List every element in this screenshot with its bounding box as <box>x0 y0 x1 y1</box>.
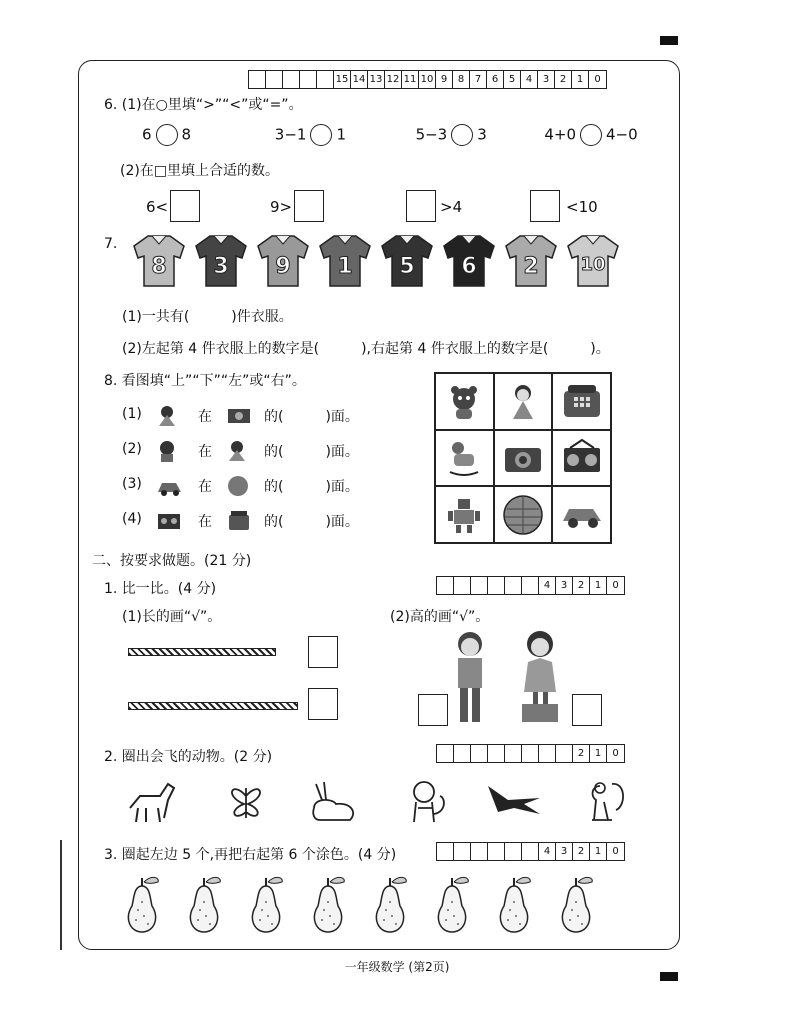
shirt-number: 6 <box>461 254 477 279</box>
score-cell: 4 <box>539 843 556 860</box>
shirt-number: 10 <box>580 254 606 275</box>
answer-box[interactable] <box>294 190 324 222</box>
score-cell-blank <box>539 745 556 762</box>
swallow-icon <box>484 778 544 822</box>
s2-q1b: (2)高的画“√”。 <box>390 609 490 625</box>
position-grid <box>434 372 612 544</box>
score-cell-blank <box>522 745 539 762</box>
q6-title: 6. (1)在○里填“>”“<”或“=”。 <box>104 97 303 113</box>
score-bar-top <box>248 70 607 89</box>
radio-icon <box>560 438 604 478</box>
s2-q1: 1. 比一比。(4 分) <box>104 581 217 597</box>
score-cell: 13 <box>368 71 385 88</box>
score-cell-blank <box>505 577 522 594</box>
page-footer: 一年级数学 (第2页) <box>344 960 450 974</box>
score-cell-blank <box>505 745 522 762</box>
grid-cell-ball <box>494 486 553 543</box>
q7-sub2: (2)左起第 4 件衣服上的数字是( ),右起第 4 件衣服上的数字是( )。 <box>122 341 610 357</box>
grid-cell-phone <box>552 373 611 430</box>
grid-cell-horse <box>435 430 494 487</box>
shirt-number: 1 <box>337 254 353 279</box>
shirt <box>192 232 250 288</box>
score-cell-blank <box>283 71 300 88</box>
q8-index: (1) <box>122 406 142 422</box>
score-cell-blank <box>317 71 334 88</box>
bear-icon <box>156 439 182 467</box>
q8-answer: 的( )面。 <box>264 479 359 495</box>
ball-icon <box>501 493 545 537</box>
q8-zai: 在 <box>198 444 212 460</box>
pear-icon[interactable] <box>246 872 286 938</box>
score-cell-blank <box>522 843 539 860</box>
shirt-number: 9 <box>275 254 291 279</box>
shirt <box>130 232 188 288</box>
grid-cell-robot <box>435 486 494 543</box>
pear-icon[interactable] <box>184 872 224 938</box>
score-cell-blank <box>454 843 471 860</box>
answer-circle[interactable] <box>310 124 332 146</box>
score-cell: 15 <box>334 71 351 88</box>
answer-circle[interactable] <box>451 124 473 146</box>
score-cell: 0 <box>612 846 619 857</box>
q8-zai: 在 <box>198 479 212 495</box>
grid-cell-camera <box>494 430 553 487</box>
check-box-rope-1[interactable] <box>308 636 338 668</box>
score-cell: 2 <box>573 577 590 594</box>
pear-icon[interactable] <box>122 872 162 938</box>
shirt <box>254 232 312 288</box>
camera-icon <box>501 438 545 478</box>
telephone-icon <box>226 509 252 537</box>
shirt-number: 8 <box>151 254 167 279</box>
score-cell: 4 <box>539 577 556 594</box>
score-cell-blank <box>437 843 454 860</box>
camera-icon <box>226 404 252 432</box>
q8-title: 8. 看图填“上”“下”“左”或“右”。 <box>104 373 306 389</box>
grid-cell-car <box>552 486 611 543</box>
fill-4-post: <10 <box>566 198 598 216</box>
score-cell-blank <box>437 745 454 762</box>
shirt <box>564 232 622 288</box>
fill-3-post: >4 <box>440 198 463 216</box>
score-cell-blank <box>300 71 317 88</box>
shirt-number: 2 <box>523 254 539 279</box>
rabbit-icon <box>306 780 360 824</box>
robot-icon <box>444 495 484 535</box>
check-box-rope-2[interactable] <box>308 688 338 720</box>
compare-2: 3−1 1 <box>275 124 411 146</box>
doll-icon <box>156 404 182 432</box>
butterfly-icon <box>222 780 270 824</box>
score-cell-blank <box>471 843 488 860</box>
fill-2-pre: 9> <box>270 198 293 216</box>
bear-icon <box>444 381 484 421</box>
shirt <box>440 232 498 288</box>
answer-box[interactable] <box>406 190 436 222</box>
shirt <box>378 232 436 288</box>
score-cell: 9 <box>436 71 453 88</box>
score-cell-blank <box>505 843 522 860</box>
score-cell-blank <box>471 577 488 594</box>
pear-icon[interactable] <box>370 872 410 938</box>
q8-answer: 的( )面。 <box>264 514 359 530</box>
score-cell-blank <box>249 71 266 88</box>
compare-4: 4+0 4−0 <box>544 124 637 146</box>
long-rope <box>128 702 298 710</box>
q7-sub1: (1)一共有( )件衣服。 <box>122 309 293 325</box>
q8-zai: 在 <box>198 514 212 530</box>
score-cell: 1 <box>590 745 607 762</box>
score-cell: 0 <box>612 580 619 591</box>
answer-circle[interactable] <box>156 124 178 146</box>
score-cell: 1 <box>572 71 589 88</box>
score-cell: 2 <box>573 745 590 762</box>
score-cell: 3 <box>556 577 573 594</box>
score-cell: 3 <box>538 71 555 88</box>
score-cell-blank <box>437 577 454 594</box>
pear-icon[interactable] <box>494 872 534 938</box>
answer-box[interactable] <box>170 190 200 222</box>
s2-q2: 2. 圈出会飞的动物。(2 分) <box>104 749 273 765</box>
q7-num: 7. <box>104 236 118 252</box>
score-cell: 14 <box>351 71 368 88</box>
pear-icon[interactable] <box>432 872 472 938</box>
telephone-icon <box>560 381 604 421</box>
horse-icon <box>124 778 180 826</box>
score-cell: 3 <box>556 843 573 860</box>
score-cell-blank <box>454 745 471 762</box>
check-box-boy[interactable] <box>418 694 448 726</box>
score-cell: 7 <box>470 71 487 88</box>
check-box-girl[interactable] <box>572 694 602 726</box>
score-cell: 4 <box>521 71 538 88</box>
score-cell: 1 <box>590 577 607 594</box>
score-cell-blank <box>266 71 283 88</box>
q6-compare-row <box>142 124 638 146</box>
score-cell-blank <box>522 577 539 594</box>
score-cell: 5 <box>504 71 521 88</box>
q6-sub2: (2)在□里填上合适的数。 <box>120 163 280 179</box>
q8-answer: 的( )面。 <box>264 409 359 425</box>
monkey-icon <box>404 778 450 826</box>
score-cell: 6 <box>487 71 504 88</box>
girl-icon <box>516 628 564 728</box>
score-bar-q2 <box>436 744 625 763</box>
score-cell-blank <box>454 577 471 594</box>
squirrel-icon <box>582 776 628 826</box>
radio-icon <box>156 509 182 537</box>
ball-icon <box>226 474 252 502</box>
doll-icon <box>226 439 252 467</box>
toy-car-icon <box>156 474 182 502</box>
q8-index: (2) <box>122 441 142 457</box>
doll-icon <box>503 381 543 421</box>
score-cell-blank <box>471 745 488 762</box>
score-cell: 1 <box>590 843 607 860</box>
q8-index: (4) <box>122 511 142 527</box>
q8-zai: 在 <box>198 409 212 425</box>
score-cell: 10 <box>419 71 436 88</box>
score-cell: 11 <box>402 71 419 88</box>
score-cell: 2 <box>555 71 572 88</box>
margin-line <box>60 840 62 950</box>
score-bar-q3 <box>436 842 625 861</box>
grid-cell-bear <box>435 373 494 430</box>
rocking-horse-icon <box>444 438 484 478</box>
grid-cell-radio <box>552 430 611 487</box>
score-cell: 0 <box>594 74 601 85</box>
s2-q1a: (1)长的画“√”。 <box>122 609 222 625</box>
score-cell: 8 <box>453 71 470 88</box>
compare-3: 5−3 3 <box>416 124 540 146</box>
compare-1: 6 8 <box>142 124 270 146</box>
answer-circle[interactable] <box>580 124 602 146</box>
score-cell: 12 <box>385 71 402 88</box>
score-cell-blank <box>488 745 505 762</box>
grid-cell-doll <box>494 373 553 430</box>
score-cell: 2 <box>573 843 590 860</box>
shirt <box>316 232 374 288</box>
q8-index: (3) <box>122 476 142 492</box>
pear-icon[interactable] <box>556 872 596 938</box>
shirt <box>502 232 560 288</box>
q8-answer: 的( )面。 <box>264 444 359 460</box>
score-cell-blank <box>556 745 573 762</box>
pear-icon[interactable] <box>308 872 348 938</box>
s2-q3: 3. 圈起左边 5 个,再把右起第 6 个涂色。(4 分) <box>104 847 397 863</box>
boy-icon <box>448 628 492 728</box>
shirt-number: 3 <box>213 254 229 279</box>
score-cell: 0 <box>612 748 619 759</box>
score-cell-blank <box>488 577 505 594</box>
corner-mark-top <box>660 36 678 45</box>
score-bar-q1 <box>436 576 625 595</box>
section2-title: 二、按要求做题。(21 分) <box>92 553 252 569</box>
fill-1-pre: 6< <box>146 198 169 216</box>
short-rope <box>128 648 276 656</box>
toy-car-icon <box>559 497 605 533</box>
score-cell-blank <box>488 843 505 860</box>
shirt-number: 5 <box>399 254 415 279</box>
answer-box[interactable] <box>530 190 560 222</box>
